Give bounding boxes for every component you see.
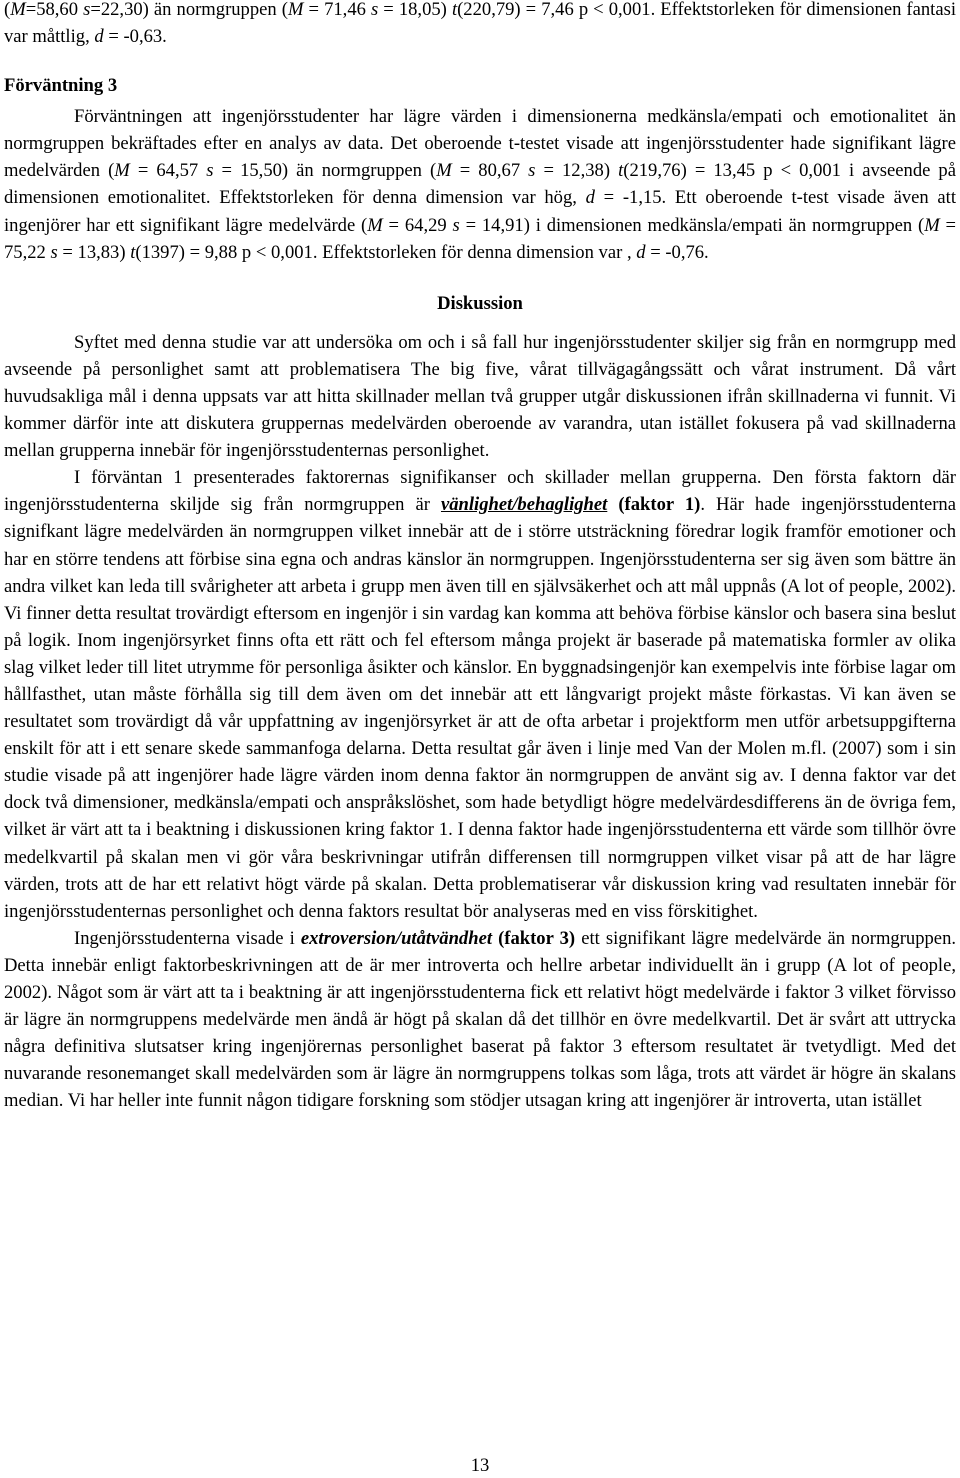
section-heading-diskussion: Diskussion xyxy=(437,292,523,314)
discussion-paragraph-faktor-3: Ingenjörsstudenterna visade i extroversion/utåtvändhet (faktor 3) ett signifikant lägre medelvärde än normgruppen. Detta innebär enligt faktorbeskrivningen att de är mer introverta och hellre arbetar individuellt än i grupp (A lot of people, 2002). Något som är värt att ta i beaktning är att ingenjörsstudenterna fick ett relativt högt medelvärde i faktor 3 vilket förvisso är lägre än normgruppens medelvärde men ändå är högt på skalan då det tillhör en övre medelkvartil. Det är svårt att uttrycka några definitiva slutsatser kring ingenjörernas personlighet baserat på faktor 3 eftersom resultatet är tvetydligt. Med det nuvarande resonemanget skall medelvärden som är lägre än normgruppens tolkas som låga, trots att värdet är högre än skalans median. Vi har heller inte funnit någon tidigare forskning som stödjer utsagan kring att ingenjörer är introverta, utan istället xyxy=(4,927,957,1112)
discussion-paragraph-faktor-1: I förväntan 1 presenterades faktorernas signifikanser och skillader mellan grupperna. Den första faktorn där ingenjörsstudenterna skiljde sig från normgruppen är vänlighet/behaglighet (faktor 1). Här hade ingenjörsstudenterna signifkant lägre medelvärden än normgruppen vilket innebär att de i större utsträckning föredrar logik framför emotioner och har en större tendens att förbise sina egna och andras känslor än normgruppen. Ingenjörsstudenterna ser sig även som bättre än andra vilket kan leda till svårigheter att arbeta i grupp men även till en självsäkerhet och att mål uppnås (A lot of people, 2002). Vi finner detta resultat trovärdigt eftersom en ingenjör i sin vardag kan komma att behöva förbise känslor och basera sina beslut på logik. Inom ingenjörsyrket finns ofta ett rätt och fel eftersom många projekt är baserade på matematiska formler av olika slag vilket leder till litet utrymme för personliga åsikter och känslor. En byggnadsingenjör kan exempelvis inte förbise lagar om hållfasthet, utan måste förhålla sig till dem även om det innebär att ett långvarigt projekt måste förkastas. Vi kan även se resultatet som trovärdigt då vår uppfattning av ingenjörsyrket är att de ofta arbetar i projektform men utför arbetsuppgifterna enskilt för att i ett senare skede sammanfoga delarna. Detta resultat går även i linje med Van der Molen m.fl. (2007) som i sin studie visade på att ingenjörer hade lägre värden inom denna faktor än normgruppen de använt sig av. I denna faktor var det dock två dimensioner, medkänsla/empati och anspråkslöshet, som hade betydligt högre medelvärdesdifferens än de övriga fem, vilket är värt att ta i beaktning i diskussionen kring faktor 1. I denna faktor hade ingenjörsstudenterna ett värde som tillhör övre medelkvartil på skalan men vi gör våra beskrivningar utifrån differensen till normgruppen vilket visar på att de har lägre värden, trots att de har ett relativt högt värde på skalan. Detta problematiserar vår diskussion kring vad resultaten innebär för ingenjörsstudenternas personlighet och denna faktors resultat bör analyseras med en viss förskitighet. xyxy=(4,467,956,922)
section-heading-forvantning-3: Förväntning 3 xyxy=(4,75,118,97)
results-paragraph-emotionalitet: Förväntningen att ingenjörsstudenter har lägre värden i dimensionerna medkänsla/empati och emotionalitet än normgruppen bekräftades efter en analys av data. Det oberoende t-testet visade att ingenjörsstudenter hade signifikant lägre medelvärden (M = 64,57 s = 15,50) än normgruppen (M = 80,67 s = 12,38) t(219,76) = 13,45 p < 0,001 i avseende på dimensionen emotionalitet. Effektstorleken för denna dimension var hög, d = -1,15. Ett oberoende t-test visade även att ingenjörer har ett signifikant lägre medelvärde (M = 64,29 s = 14,91) i dimensionen medkänsla/empati än normgruppen (M = 75,22 s = 13,83) t(1397) = 9,88 p < 0,001. Effektstorleken för denna dimension var , d = -0,76. xyxy=(4,106,956,263)
discussion-paragraph-intro: Syftet med denna studie var att undersöka om och i så fall hur ingenjörsstudenter skiljer sig från en normgrupp med avseende på personlighet samt att problematisera The big five, vårat tillvägagångssätt och vårat instrument. Då vårt huvudsakliga mål i denna uppsats var att hitta skillnader mellan två grupper utgår diskussionen ifrån skillnaderna vi funnit. Vi kommer därför inte att diskutera gruppernas medelvärden oberoende av varandra, utan istället fokusera på vad skillnaderna mellan grupperna innebär för ingenjörsstudenternas personlighet. xyxy=(4,331,956,462)
results-paragraph-fantasi: (M=58,60 s=22,30) än normgruppen (M = 71,46 s = 18,05) t(220,79) = 7,46 p < 0,001. Effektstorleken för dimensionen fantasi var måttlig, d = -0,63. xyxy=(4,0,956,48)
page-number: 13 xyxy=(470,1455,490,1476)
